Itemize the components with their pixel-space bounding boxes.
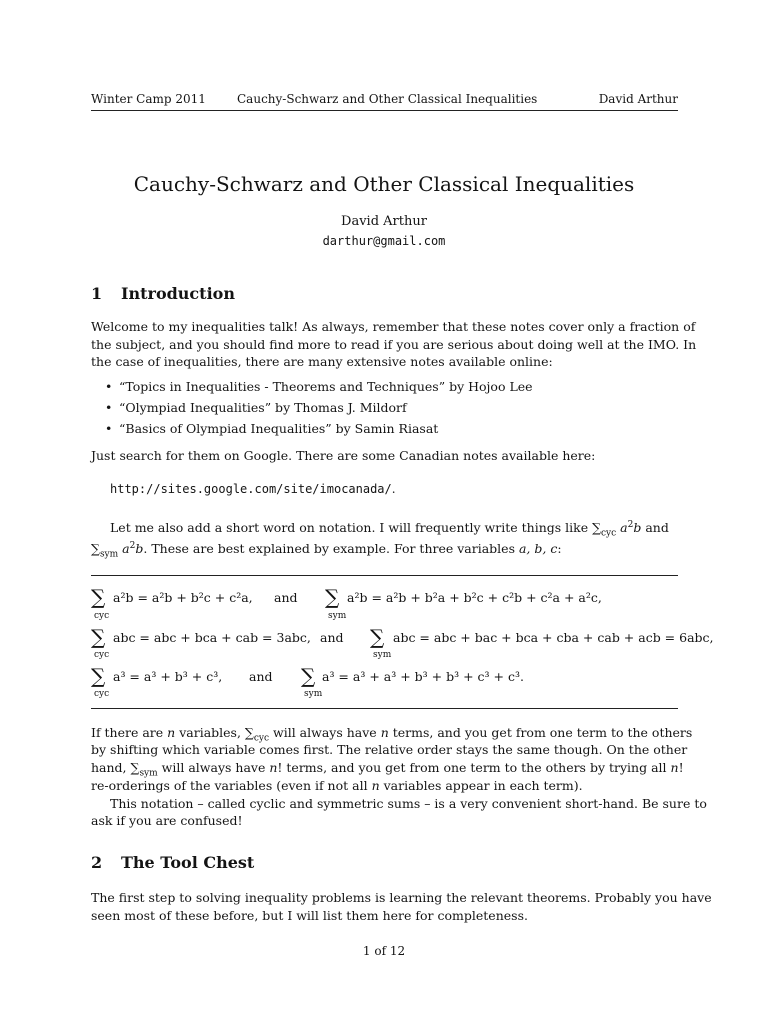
paragraph-line: The first step to solving inequality problems is learning the relevant theorems. Probably you have xyxy=(91,890,712,905)
text: terms, and you get from one term to the others xyxy=(392,725,693,740)
text: will always have xyxy=(161,760,266,775)
paragraph-line: ask if you are confused! xyxy=(91,813,243,828)
text: variables appear in each term). xyxy=(383,778,583,793)
text: will always have xyxy=(273,725,377,740)
sum-symbol: ∑ xyxy=(91,625,106,649)
search-sentence: Just search for them on Google. There are some Canadian notes available here: xyxy=(91,448,596,463)
paragraph-line: This notation – called cyclic and symmetric sums – is a very convenient short-hand. Be sure to xyxy=(110,796,707,811)
math-bottom-rule xyxy=(91,708,678,709)
and-word: and xyxy=(274,590,298,605)
section-title-tool-chest: The Tool Chest xyxy=(121,853,255,872)
list-item: • “Topics in Inequalities - Theorems and Techniques” by Hojoo Lee xyxy=(105,379,533,394)
sym-label: sym xyxy=(304,689,323,699)
sym-subscript: sym xyxy=(139,768,158,779)
list-item: • “Basics of Olympiad Inequalities” by Samin Riasat xyxy=(105,421,439,436)
paragraph-line: by shifting which variable comes first. The relative order stays the same though. On the other xyxy=(91,742,688,757)
cyc-label: cyc xyxy=(94,650,110,660)
math-top-rule xyxy=(91,575,678,576)
sym-label: sym xyxy=(328,611,347,621)
cyc-expression: a³ = a³ + b³ + c³, xyxy=(113,669,223,684)
sym-expression: a³ = a³ + a³ + b³ + b³ + c³ + c³. xyxy=(322,669,524,684)
sum-symbol: ∑ xyxy=(91,585,106,609)
text: variables, xyxy=(179,725,241,740)
sum-symbol: ∑ xyxy=(325,585,340,609)
page-title: Cauchy-Schwarz and Other Classical Inequalities xyxy=(133,172,635,196)
author: David Arthur xyxy=(341,214,427,229)
cyc-label: cyc xyxy=(94,689,110,699)
sym-expression: abc = abc + bac + bca + cba + cab + acb = 6abc, xyxy=(393,630,714,645)
cyc-subscript: cyc xyxy=(601,528,617,539)
paragraph-line: seen most of these before, but I will list them here for completeness. xyxy=(91,908,528,923)
sum-symbol: ∑ xyxy=(301,664,316,688)
header-left: Winter Camp 2011 xyxy=(91,92,206,106)
sym-label: sym xyxy=(373,650,392,660)
page-number: 1 of 12 xyxy=(362,944,406,958)
cyc-expression: abc = abc + bca + cab = 3abc, xyxy=(113,630,311,645)
section-number: 1 xyxy=(91,284,103,303)
sym-subscript: sym xyxy=(99,549,119,560)
text: re-orderings of the variables (even if not all xyxy=(91,778,368,793)
sum-symbol: ∑ xyxy=(370,625,385,649)
paragraph-line: If there are n variables, $\sum_{cyc}$ will always have n terms, and you get from one term to the others xyxy=(91,725,693,744)
cyc-expression: a²b = a²b + b²c + c²a, xyxy=(113,590,253,605)
notation-text: Let me also add a short word on notation. I will frequently write things like xyxy=(110,520,589,536)
header-center: Cauchy-Schwarz and Other Classical Inequalities xyxy=(237,92,538,106)
and-word: and xyxy=(320,630,344,645)
url-link[interactable]: http://sites.google.com/site/imocanada/ xyxy=(110,482,392,496)
and-word: and xyxy=(249,669,273,684)
sum-symbol: ∑ xyxy=(91,664,106,688)
list-item: • “Olympiad Inequalities” by Thomas J. Mildorf xyxy=(105,400,407,415)
paragraph-line: hand, $\sum_{sym}$ will always have n! terms, and you get from one term to the others by trying all n! xyxy=(91,760,684,779)
section-title-introduction: Introduction xyxy=(121,284,235,303)
cyc-label: cyc xyxy=(94,611,110,621)
text: If there are xyxy=(91,725,164,740)
notation-and: and xyxy=(645,520,669,536)
paragraph-line: re-orderings of the variables (even if not all n variables appear in each term). xyxy=(91,778,583,793)
notation-line-1: Let me also add a short word on notation. I will frequently write things like $\sum_{cyc}$ $a^2b$ and xyxy=(110,520,669,539)
text: hand, xyxy=(91,760,127,775)
notation-text: . These are best explained by example. For three variables xyxy=(143,541,515,557)
cyc-subscript: cyc xyxy=(253,733,270,744)
url-line xyxy=(110,482,396,496)
section-number: 2 xyxy=(91,853,103,872)
sym-expression: a²b = a²b + b²a + b²c + c²b + c²a + a²c, xyxy=(347,590,602,605)
notation-line-2: $\sum_{sym}$ $a^2b$. These are best explained by example. For three variables a, b, c: xyxy=(91,541,562,560)
intro-line: the subject, and you should find more to read if you are serious about doing well at the IMO. In xyxy=(91,337,697,352)
text: ! terms, and you get from one term to the others by trying all xyxy=(277,760,667,775)
intro-line: Welcome to my inequalities talk! As always, remember that these notes cover only a fraction of xyxy=(91,319,696,334)
header-rule xyxy=(91,110,678,111)
list-item-text: “Basics of Olympiad Inequalities” by Samin Riasat xyxy=(119,421,439,436)
list-item-text: “Olympiad Inequalities” by Thomas J. Mildorf xyxy=(119,400,407,415)
list-item-text: “Topics in Inequalities - Theorems and Techniques” by Hojoo Lee xyxy=(119,379,533,394)
url-period: . xyxy=(391,482,396,496)
intro-line: the case of inequalities, there are many extensive notes available online: xyxy=(91,354,553,369)
header-right: David Arthur xyxy=(598,92,678,106)
email: darthur@gmail.com xyxy=(322,234,446,248)
